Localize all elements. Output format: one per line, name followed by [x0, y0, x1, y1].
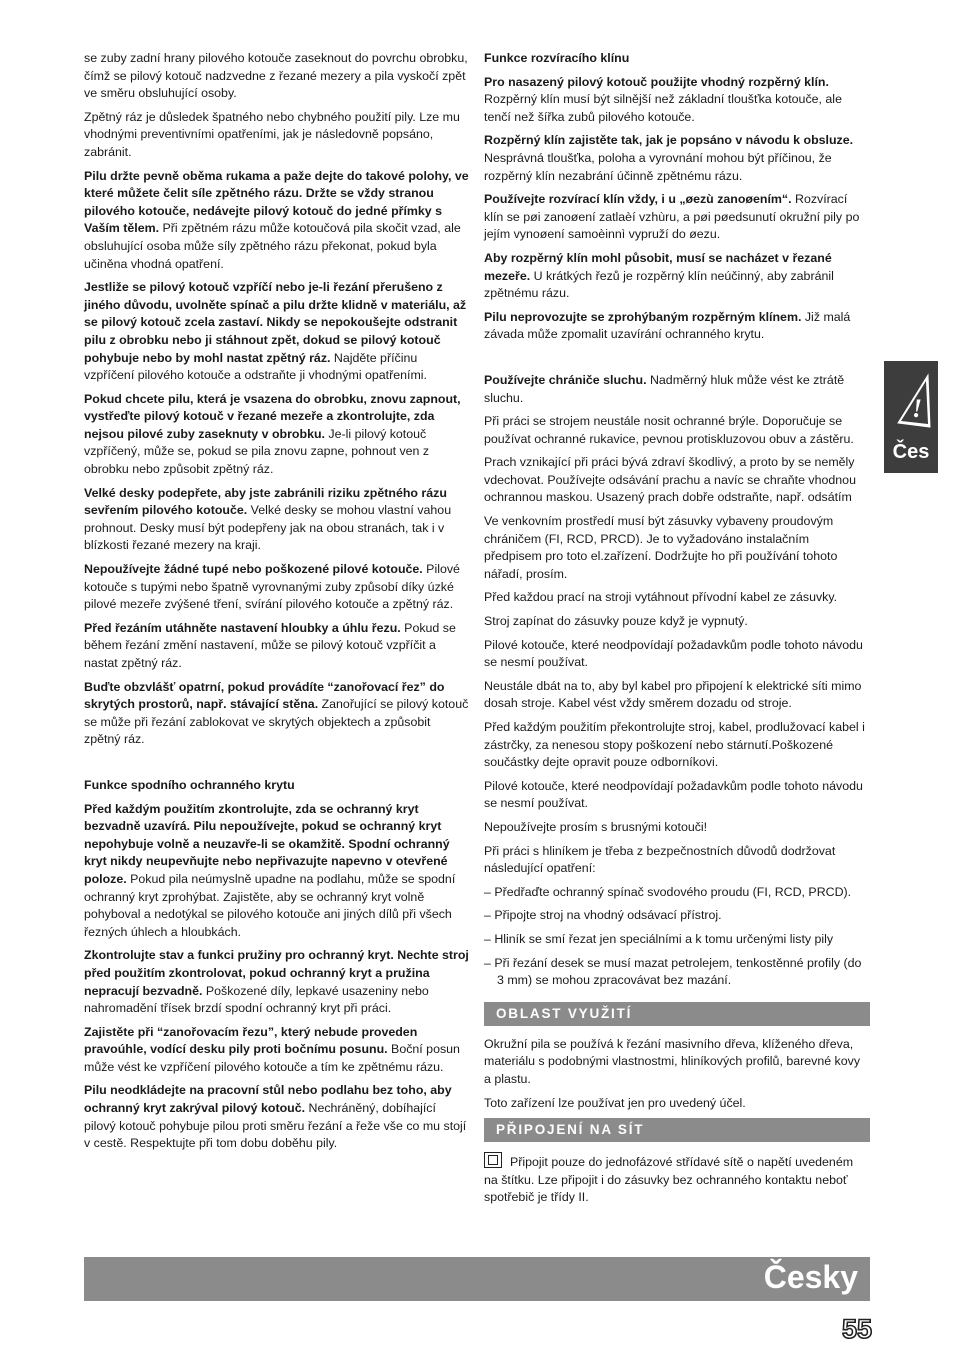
- paragraph: Stroj zapínat do zásuvky pouze když je vypnutý.: [484, 614, 748, 629]
- paragraph: Buďte obzvlášť opatrní, pokud provádíte “zanořovací řez” do skrytých prostorů, např. stávající stěna. Zanořující se pilový kotouč se může při řezání zablokovat ve skrytých objektech a způsobit zpětný ráz.: [84, 679, 469, 747]
- paragraph: Před každou prací na stroji vytáhnout přívodní kabel ze zásuvky.: [484, 590, 838, 605]
- paragraph: Ve venkovním prostředí musí být zásuvky vybaveny proudovým chráničem (FI, RCD, PRCD). Je to vyžadováno instalačním předpisem pro toto el.zařízení. Dodržujte ho při používání tohoto nářadí, prosím.: [484, 514, 838, 581]
- list-item: – Připojte stroj na vhodný odsávací přístroj.: [484, 908, 722, 923]
- paragraph: Velké desky podepřete, aby jste zabránili riziku zpětného rázu sevřením pilového kotouče. Velké desky se mohou vlastní vahou prohnout. Desky musí být podepřeny jak na obou stranách, tak i v blízkosti řezané mezery na kraji.: [84, 485, 452, 553]
- list-item: – Při řezání desek se musí mazat petrolejem, tenkostěnné profily (do 3 mm) se mohou zpracovávat bez mazání.: [484, 955, 862, 988]
- paragraph: Před každým použitím zkontrolujte, zda se ochranný kryt bezvadně uzavírá. Pilu nepoužívejte, pokud se ochranný kryt nepohybuje volně a neuzavře-li se okamžitě. Spodní ochranný kryt nikdy neupevňujte nebo nepřivazujte napevno v otevřené poloze. Pokud pila neúmyslně upadne na podlahu, může se spodní ochranný kryt zprohýbat. Zajistěte, aby se ochranný kryt volně pohyboval a nedotýkal se pilového kotouče ani jiných dílů při všech řezných úhlech a hloubkách.: [84, 801, 456, 939]
- paragraph: Okružní pila se používá k řezání masivního dřeva, klíženého dřeva, materiálu s podobnými vlastnostmi, hliníkových profilů, barevné kovy a plastu.: [484, 1036, 861, 1086]
- class-ii-icon: [484, 1152, 502, 1168]
- list-item: – Hliník se smí řezat jen speciálními a k tomu určenými listy pily: [484, 931, 834, 946]
- paragraph: Před řezáním utáhněte nastavení hloubky a úhlu řezu. Pokud se během řezání změní nastavení, může se pilový kotouč vzpříčit a nastat zpětný ráz.: [84, 620, 456, 670]
- footer-bar: [84, 1257, 870, 1301]
- warning-icon: [890, 371, 932, 431]
- paragraph: Nepoužívejte žádné tupé nebo poškozené pilové kotouče. Pilové kotouče s tupými nebo špatně vyrovnanými zuby způsobí díky úzké pilové mezeře zvýšené tření, svírání pilového kotouče a zpětný ráz.: [84, 562, 460, 612]
- right-column: [484, 50, 870, 1213]
- paragraph: Nepoužívejte prosím s brusnými kotouči!: [484, 819, 708, 834]
- paragraph: Pilové kotouče, které neodpovídají požadavkům podle tohoto návodu se nesmí používat.: [484, 778, 863, 811]
- paragraph: Při práci s hliníkem je třeba z bezpečnostních důvodů dodržovat následující opatření:: [484, 843, 836, 876]
- paragraph: Aby rozpěrný klín mohl působit, musí se nacházet v řezané mezeře. U krátkých řezů je rozpěrný klín neúčinný, aby zabránil zpětnému rázu.: [484, 250, 834, 301]
- paragraph: Rozpěrný klín zajistěte tak, jak je popsáno v návodu k obsluze. Nesprávná tloušťka, poloha a vyrovnání mohou být příčinou, že rozpěrný klín nezabrání účinně zpětnému rázu.: [484, 133, 854, 183]
- list-item: – Předřaďte ochranný spínač svodového proudu (FI, RCD, PRCD).: [484, 884, 852, 899]
- paragraph: Před každým použitím překontrolujte stroj, kabel, prodlužovací kabel i zástrčky, za nenesou stopy poškození nebo stárnutí.Poškozené součástky dejte opravit pouze odborníkovi.: [484, 720, 865, 770]
- left-column: [84, 50, 470, 1159]
- section-heading: Funkce rozvíracího klínu: [484, 51, 630, 65]
- language-label: Čes: [892, 441, 930, 463]
- paragraph: Toto zařízení lze používat jen pro uvedený účel.: [484, 1095, 746, 1110]
- paragraph: Prach vznikající při práci bývá zdraví škodlivý, a proto by se neměly vdechovat. Používejte odsávání prachu a navíc se chraňte vhodnou ochrannou maskou. Usazený prach dobře odstraňte, např. odsátím: [484, 455, 856, 505]
- aluminium-list: [484, 884, 870, 990]
- svg-text:!: !: [911, 394, 923, 423]
- section-bar-usage: OBLAST VYUŽITÍ: [484, 1002, 870, 1026]
- language-tab: [884, 361, 938, 473]
- paragraph: Používejte chrániče sluchu. Nadměrný hluk může vést ke ztrátě sluchu.: [484, 372, 845, 405]
- paragraph: Neustále dbát na to, aby byl kabel pro připojení k elektrické síti mimo dosah stroje. Kabel vést vždy směrem dozadu od stroje.: [484, 678, 862, 711]
- paragraph: Pro nasazený pilový kotouč použijte vhodný rozpěrný klín. Rozpěrný klín musí být silnější než základní tloušťka kotouče, ale tenčí než šířka zubů pilového kotouče.: [484, 74, 842, 124]
- paragraph: Zpětný ráz je důsledek špatného nebo chybného použití pily. Lze mu vhodnými preventivními opatřeními, jak je následovně popsáno, zabránit.: [84, 109, 460, 159]
- section-bar-mains: PŘIPOJENÍ NA SÍT: [484, 1118, 870, 1142]
- paragraph: Pilu neodkládejte na pracovní stůl nebo podlahu bez toho, aby ochranný kryt zakrýval pilový kotouč. Nechráněný, dobíhající pilový kotouč pohybuje pilou proti směru řezání a řeže vše co mu stojí v cestě. Respektujte při tom dobu doběhu pily.: [84, 1083, 467, 1151]
- paragraph: Při práci se strojem neustále nosit ochranné brýle. Doporučuje se používat ochranné rukavice, pevnou protiskluzovou obuv a zástěru.: [484, 414, 854, 446]
- page-number: 55: [841, 1314, 872, 1344]
- paragraph: se zuby zadní hrany pilového kotouče zaseknout do povrchu obrobku, čímž se pilový kotouč nadzvedne z řezané mezery a pila vyskočí zpět ve směru obsluhující osoby.: [84, 51, 468, 101]
- paragraph: Pilu držte pevně oběma rukama a paže dejte do takové polohy, ve které můžete čelit síle zpětného rázu. Držte se vždy stranou pilového kotouče, nedávejte pilový kotouč do jedné přímky s Vaším tělem. Při zpětném rázu může kotoučová pila skočit vzad, ale obsluhující osoba může síly zpětného rázu překonat, pokud byla učiněna vhodná opatření.: [84, 168, 469, 271]
- paragraph: Jestliže se pilový kotouč vzpříčí nebo je-li řezání přerušeno z jiného důvodu, uvolněte spínač a pilu držte klidně v materiálu, až se pilový kotouč zcela zastaví. Nikdy se nepokoušejte odstranit pilu z obrobku nebo ji stáhnout zpět, dokud se pilový kotouč pohybuje nebo by mohl nastat zpětný ráz. Najděte příčinu vzpříčení pilového kotouče a odstraňte ji vhodnými opatřeními.: [84, 280, 467, 383]
- section-heading: Funkce spodního ochranného krytu: [84, 777, 295, 792]
- paragraph: Zajistěte při “zanořovacím řezu”, který nebude proveden pravoúhle, vodící desku pily proti bočnímu posunu. Boční posun může vést ke vzpříčení pilového kotouče a tím ke zpětnému rázu.: [84, 1024, 460, 1074]
- paragraph: Pokud chcete pilu, která je vsazena do obrobku, znovu zapnout, vystřeďte pilový kotouč v řezané mezeře a zkontrolujte, zda nejsou pilové zuby zaseknuty v obrobku. Je-li pilový kotouč vzpříčený, může se, pokud se pila znovu zapne, pohnout ven z obrobku nebo způsobit zpětný ráz.: [84, 391, 461, 477]
- paragraph: Pilové kotouče, které neodpovídají požadavkům podle tohoto návodu se nesmí používat.: [484, 637, 863, 670]
- paragraph: Používejte rozvírací klín vždy, i u „øezù zanoøením“. Rozvírací klín se pøi zanoøení zatlaèí vzhùru, a pøi pøedsunutí okružní pily po jejím vynoøení samoèinnì vypruží do øezu.: [484, 192, 860, 242]
- paragraph: Připojit pouze do jednofázové střídavé sítě o napětí uvedeném na štítku. Lze připojit i do zásuvky bez ochranného kontaktu neboť spotřebič je třídy II.: [484, 1152, 870, 1207]
- footer-title: Česky: [763, 1259, 858, 1295]
- paragraph: Pilu neprovozujte se zprohýbaným rozpěrným klínem. Již malá závada může zpomalit uzavírání ochranného krytu.: [484, 309, 851, 342]
- paragraph: Zkontrolujte stav a funkci pružiny pro ochranný kryt. Nechte stroj před použitím zkontrolovat, pokud ochranný kryt a pružina nepracují bezvadně. Poškozené díly, lepkavé usazeniny nebo nahromadění třísek brzdí spodní ochranný kryt při práci.: [84, 948, 469, 1016]
